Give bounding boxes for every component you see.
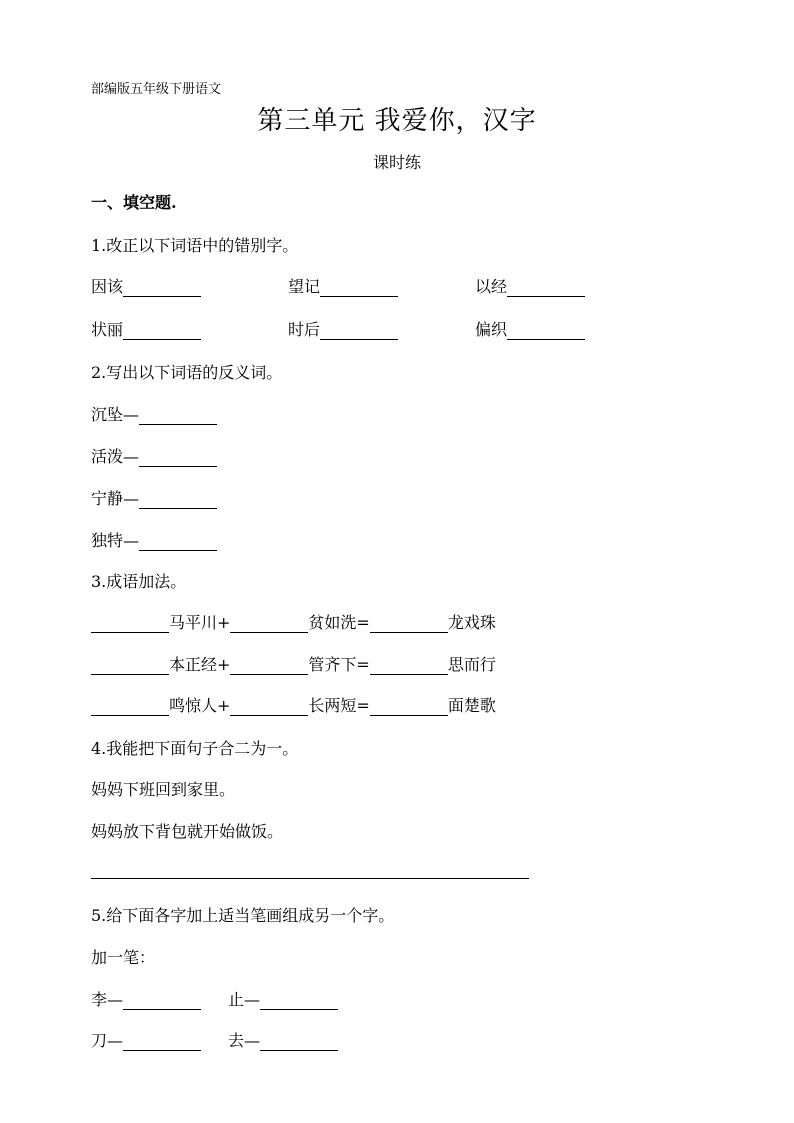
q1-item — [475, 274, 585, 297]
q4-sentence: 妈妈放下背包就开始做饭。 — [91, 822, 284, 841]
answer-blank[interactable] — [320, 321, 398, 340]
q1-word: 望记 — [288, 277, 321, 296]
q1-item — [475, 317, 585, 340]
q3-idiom: 鸣惊人+ — [169, 696, 231, 715]
q5-char: 刀— — [91, 1031, 124, 1050]
answer-blank[interactable] — [370, 697, 448, 716]
answer-blank[interactable] — [370, 656, 448, 675]
q3-idiom: 长两短= — [308, 696, 370, 715]
q3-idiom: 管齐下= — [308, 655, 370, 674]
answer-blank[interactable] — [507, 278, 585, 297]
answer-line[interactable] — [91, 878, 529, 879]
q4-sentence: 妈妈下班回到家里。 — [91, 780, 236, 799]
question-5-prompt: 5.给下面各字加上适当笔画组成另一个字。 — [91, 906, 395, 925]
answer-blank[interactable] — [230, 697, 308, 716]
q2-word: 宁静— — [91, 489, 140, 508]
q3-idiom: 贫如洗= — [308, 613, 370, 632]
q3-idiom: 龙戏珠 — [447, 613, 496, 632]
answer-blank[interactable] — [260, 1032, 338, 1051]
answer-blank[interactable] — [230, 656, 308, 675]
q3-idiom: 马平川+ — [169, 613, 231, 632]
question-3-prompt: 3.成语加法。 — [91, 572, 187, 591]
answer-blank[interactable] — [91, 614, 169, 633]
answer-blank[interactable] — [230, 614, 308, 633]
q1-word: 状丽 — [91, 320, 124, 339]
q5-subheading: 加一笔： — [91, 948, 156, 967]
answer-blank[interactable] — [507, 321, 585, 340]
answer-blank[interactable] — [139, 406, 217, 425]
answer-blank[interactable] — [91, 697, 169, 716]
page-subtitle: 课时练 — [372, 153, 421, 172]
question-2-prompt: 2.写出以下词语的反义词。 — [91, 363, 283, 382]
q1-word: 时后 — [288, 320, 321, 339]
answer-blank[interactable] — [139, 490, 217, 509]
q5-char: 李— — [91, 990, 124, 1009]
q2-word: 活泼— — [91, 447, 140, 466]
q3-idiom: 思而行 — [447, 655, 496, 674]
answer-blank[interactable] — [91, 656, 169, 675]
answer-blank[interactable] — [123, 321, 201, 340]
answer-blank[interactable] — [139, 448, 217, 467]
q2-word: 独特— — [91, 531, 140, 550]
page-title: 第三单元 我爱你，汉字 — [257, 106, 537, 136]
q3-idiom: 本正经+ — [169, 655, 231, 674]
answer-blank[interactable] — [370, 614, 448, 633]
q1-item — [91, 274, 201, 297]
header-note: 部编版五年级下册语文 — [91, 82, 222, 97]
question-1-prompt: 1.改正以下词语中的错别字。 — [91, 236, 299, 255]
answer-blank[interactable] — [123, 991, 201, 1010]
q1-word: 偏织 — [475, 320, 508, 339]
q1-word: 以经 — [475, 277, 508, 296]
answer-blank[interactable] — [123, 278, 201, 297]
question-4-prompt: 4.我能把下面句子合二为一。 — [91, 739, 299, 758]
q3-idiom: 面楚歌 — [447, 696, 496, 715]
answer-blank[interactable] — [320, 278, 398, 297]
section-heading: 一、填空题. — [91, 193, 177, 212]
q2-word: 沉坠— — [91, 405, 140, 424]
q1-item — [288, 317, 398, 340]
answer-blank[interactable] — [260, 991, 338, 1010]
answer-blank[interactable] — [139, 532, 217, 551]
q1-word: 因该 — [91, 277, 124, 296]
q1-item — [288, 274, 398, 297]
q5-char: 去— — [228, 1031, 261, 1050]
q5-char: 止— — [228, 990, 261, 1009]
q1-item — [91, 317, 201, 340]
answer-blank[interactable] — [123, 1032, 201, 1051]
